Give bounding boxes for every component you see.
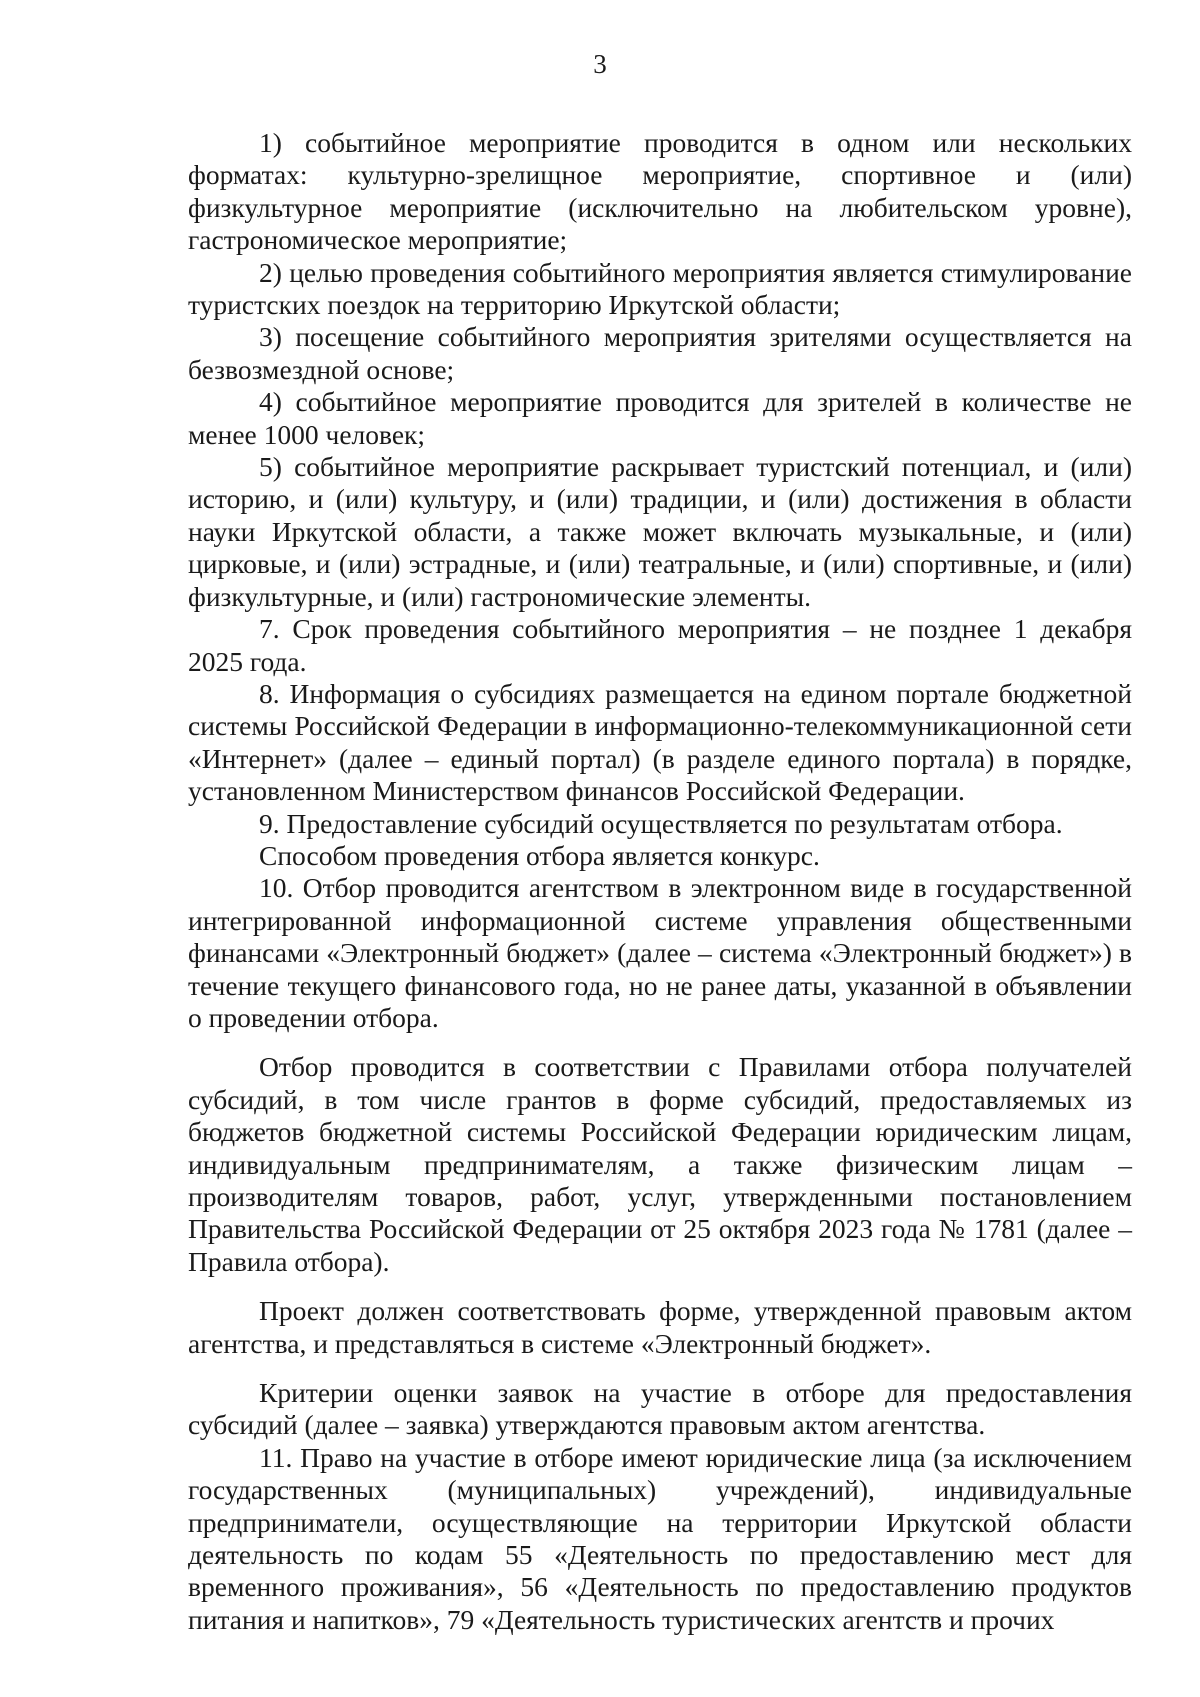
paragraph-evaluation-criteria: Критерии оценки заявок на участие в отборе для предоставления субсидий (далее – заявка) утверждаются правовым актом агентства. [188,1377,1132,1441]
paragraph-project-form: Проект должен соответствовать форме, утвержденной правовым актом агентства, и представляться в системе «Электронный бюджет». [188,1295,1132,1359]
paragraph-clause-10: 10. Отбор проводится агентством в электронном виде в государственной интегрированной информационной системе управления общественными финансами «Электронный бюджет» (далее – система «Электронный бюджет») в течение текущего финансового года, но не ранее даты, указанной в объявлении о проведении отбора. [188,872,1132,1033]
paragraph-selection-method: Способом проведения отбора является конкурс. [259,839,820,871]
paragraph-item-2: 2) целью проведения событийного мероприятия является стимулирование туристских поездок на территорию Иркутской области; [188,256,1132,321]
paragraph-selection-rules: Отбор проводится в соответствии с Правилами отбора получателей субсидий, в том числе грантов в форме субсидий, предоставляемых из бюджетов бюджетной системы Российской Федерации юридическим лицам, индивидуальным предпринимателям, а также физическим лицам – производителям товаров, работ, услуг, утвержденными постановлением Правительства Российской Федерации от 25 октября 2023 года № 1781 (далее – Правила отбора). [188,1051,1132,1277]
document-body [188,127,1132,1636]
paragraph-clause-11: 11. Право на участие в отборе имеют юридические лица (за исключением государственных (муниципальных) учреждений), индивидуальные предприниматели, осуществляющие на территории Иркутской области деятельность по кодам 55 «Деятельность по предоставлению мест для временного проживания», 56 «Деятельность по предоставлению продуктов питания и напитков», 79 «Деятельность туристических агентств и прочих [188,1441,1132,1635]
paragraph-item-3: 3) посещение событийного мероприятия зрителями осуществляется на безвозмездной основе; [188,321,1132,385]
paragraph-item-5: 5) событийное мероприятие раскрывает туристский потенциал, и (или) историю, и (или) культуру, и (или) традиции, и (или) достижения в области науки Иркутской области, а также может включать музыкальные, и (или) цирковые, и (или) эстрадные, и (или) театральные, и (или) спортивные, и (или) физкультурные, и (или) гастрономические элементы. [188,451,1132,612]
paragraph-clause-7: 7. Срок проведения событийного мероприятия – не позднее 1 декабря 2025 года. [188,613,1132,677]
paragraph-clause-9: 9. Предоставление субсидий осуществляется по результатам отбора. [259,807,1063,839]
paragraph-clause-8: 8. Информация о субсидиях размещается на едином портале бюджетной системы Российской Федерации в информационно-телекоммуникационной сети «Интернет» (далее – единый портал) (в разделе единого портала) в порядке, установленном Министерством финансов Российской Федерации. [188,677,1132,807]
paragraph-item-4: 4) событийное мероприятие проводится для зрителей в количестве не менее 1000 человек; [188,386,1132,450]
paragraph-item-1: 1) событийное мероприятие проводится в одном или нескольких форматах: культурно-зрелищное мероприятие, спортивное и (или) физкультурное мероприятие (исключительно на любительском уровне), гастрономическое мероприятие; [188,127,1132,256]
page-number: 3 [593,49,607,79]
